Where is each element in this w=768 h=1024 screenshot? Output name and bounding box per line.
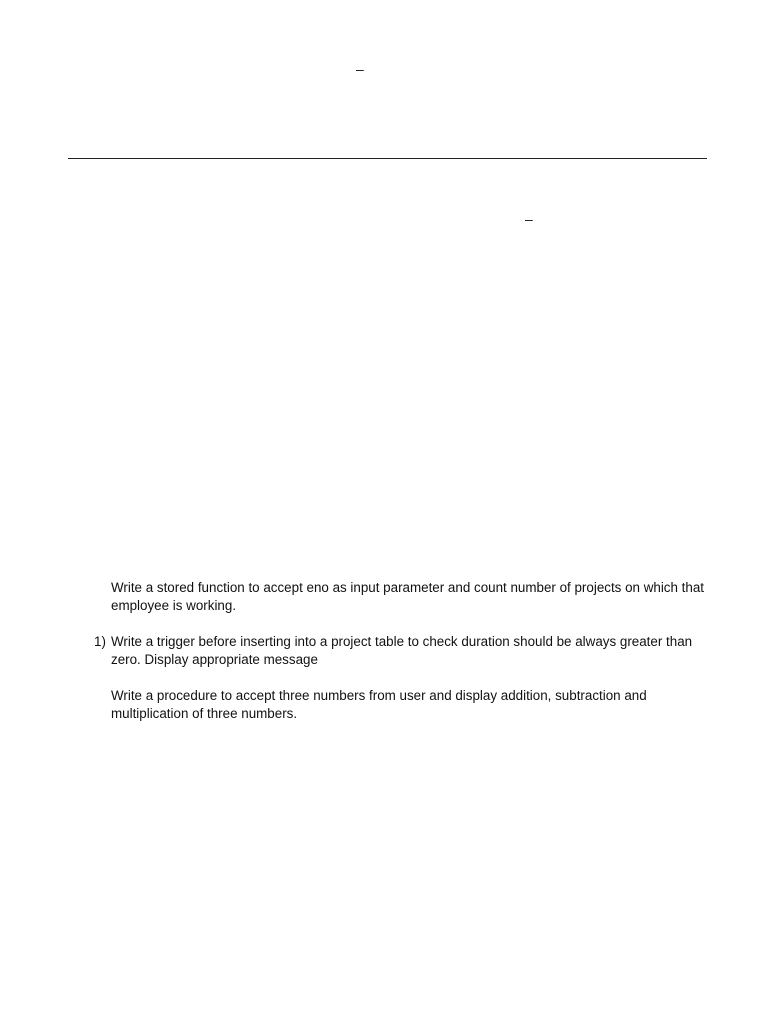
question-item-3 [94,687,704,723]
question-number: 1) [94,634,106,649]
question-item-1 [94,579,704,615]
dash-mark-top: – [356,61,364,77]
question-text: Write a stored function to accept eno as input parameter and count number of projects on which that employee is working. [111,580,704,613]
question-text: Write a trigger before inserting into a project table to check duration should be always greater than zero. Display appropriate message [111,634,693,667]
question-list [94,579,704,741]
horizontal-rule [68,158,707,159]
dash-mark-middle: – [525,211,533,227]
question-text: Write a procedure to accept three numbers from user and display addition, subtraction and multiplication of three numbers. [111,688,647,721]
question-item-2 [94,633,704,669]
